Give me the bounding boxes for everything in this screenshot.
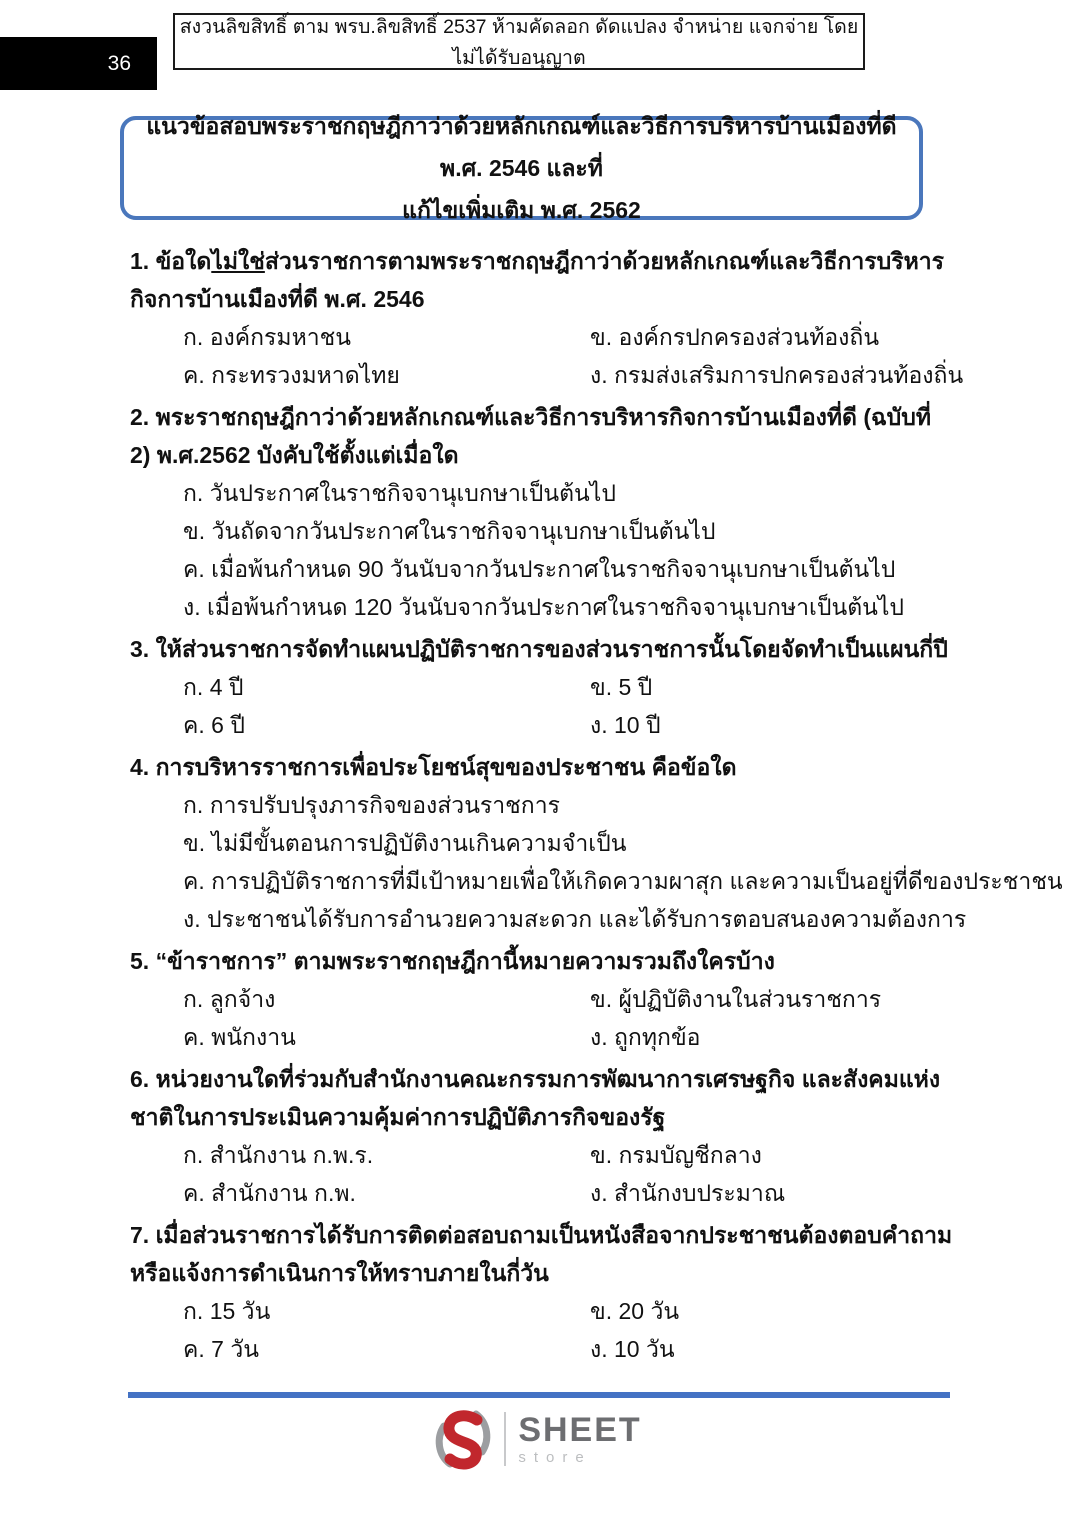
question-4 [130,748,1063,938]
question-6-text: 6. หน่วยงานใดที่ร่วมกับสำนักงานคณะกรรมการพัฒนาการเศรษฐกิจ และสังคมแห่งชาติในการประเมินความคุ้มค่าการปฏิบัติภารกิจของรัฐ [130,1066,941,1130]
stem-suffix: ส่วนราชการตามพระราชกฤษฎีกาว่าด้วยหลักเกณฑ์และวิธีการบริหารกิจการบ้านเมืองที่ดี พ.ศ. 2546 [130,248,945,312]
option-d: ง. สำนักงบประมาณ [590,1180,786,1206]
questions-area [130,238,1063,1368]
option-a: ก. 15 วัน [183,1298,271,1324]
option-b: ข. 5 ปี [590,674,653,700]
question-2-options [130,474,954,626]
option-b: ข. กรมบัญชีกลาง [590,1142,762,1168]
stem-underlined: ไม่ใช่ [211,248,265,274]
question-2 [130,398,954,626]
option-c: ค. 7 วัน [183,1336,259,1362]
footer-divider [128,1392,950,1398]
logo-s-icon [434,1408,492,1470]
option-d: ง. เมื่อพ้นกำหนด 120 วันนับจากวันประกาศในราชกิจจานุเบกษาเป็นต้นไป [183,594,905,620]
logo-title: SHEET [518,1410,642,1449]
logo-divider [504,1412,506,1466]
logo-text-block [518,1410,642,1466]
option-b: ข. วันถัดจากวันประกาศในราชกิจจานุเบกษาเป็นต้นไป [183,518,716,544]
question-5-text: 5. “ข้าราชการ” ตามพระราชกฤษฎีกานี้หมายความรวมถึงใครบ้าง [130,948,775,974]
option-d: ง. ประชาชนได้รับการอำนวยความสะดวก และได้รับการตอบสนองความต้องการ [183,906,967,932]
question-3 [130,630,954,744]
option-c: ค. สำนักงาน ก.พ. [183,1180,356,1206]
option-b: ข. ผู้ปฏิบัติงานในส่วนราชการ [590,986,882,1012]
question-1-options [130,318,964,394]
option-c: ค. การปฏิบัติราชการที่มีเป้าหมายเพื่อให้เกิดความผาสุก และความเป็นอยู่ที่ดีของประชาชน [183,868,1063,894]
option-b: ข. 20 วัน [590,1298,680,1324]
question-5 [130,942,954,1056]
question-1-text [130,242,954,318]
exam-title-line2: แก้ไขเพิ่มเติม พ.ศ. 2562 [402,197,641,223]
option-a: ก. สำนักงาน ก.พ.ร. [183,1142,374,1168]
exam-title-line1: แนวข้อสอบพระราชกฤษฎีกาว่าด้วยหลักเกณฑ์และวิธีการบริหารบ้านเมืองที่ดี พ.ศ. 2546 และที่ [146,113,897,181]
page-number-box [0,37,157,90]
option-c: ค. 6 ปี [183,712,245,738]
question-7-options [130,1292,954,1368]
stem-prefix: 1. ข้อใด [130,248,212,274]
page-number: 36 [107,51,131,75]
option-d: ง. 10 ปี [590,712,661,738]
question-7 [130,1216,954,1368]
question-4-text: 4. การบริหารราชการเพื่อประโยชน์สุขของประชาชน คือข้อใด [130,754,737,780]
option-a: ก. องค์กรมหาชน [183,324,351,350]
question-2-text: 2. พระราชกฤษฎีกาว่าด้วยหลักเกณฑ์และวิธีการบริหารกิจการบ้านเมืองที่ดี (ฉบับที่ 2) พ.ศ.2562 บังคับใช้ตั้งแต่เมื่อใด [130,404,932,468]
option-a: ก. 4 ปี [183,674,244,700]
option-d: ง. ถูกทุกข้อ [590,1024,701,1050]
question-5-options [130,980,954,1056]
question-3-options [130,668,954,744]
option-a: ก. วันประกาศในราชกิจจานุเบกษาเป็นต้นไป [183,480,616,506]
exam-title-box [120,113,923,223]
copyright-notice: สงวนลิขสิทธิ์ ตาม พรบ.ลิขสิทธิ์ 2537 ห้ามคัดลอก ดัดแปลง จำหน่าย แจกจ่าย โดยไม่ได้รับอนุญาต [179,15,859,69]
option-d: ง. 10 วัน [590,1336,675,1362]
option-c: ค. เมื่อพ้นกำหนด 90 วันนับจากวันประกาศในราชกิจจานุเบกษาเป็นต้นไป [183,556,896,582]
option-d: ง. กรมส่งเสริมการปกครองส่วนท้องถิ่น [590,362,964,388]
question-3-text: 3. ให้ส่วนราชการจัดทำแผนปฏิบัติราชการของส่วนราชการนั้นโดยจัดทำเป็นแผนกี่ปี [130,636,948,662]
question-6-options [130,1136,954,1212]
option-a: ก. การปรับปรุงภารกิจของส่วนราชการ [183,792,560,818]
question-1 [130,242,964,394]
option-b: ข. ไม่มีขั้นตอนการปฏิบัติงานเกินความจำเป็น [183,830,627,856]
option-b: ข. องค์กรปกครองส่วนท้องถิ่น [590,324,880,350]
copyright-notice-box [173,13,865,70]
option-c: ค. กระทรวงมหาดไทย [183,362,400,388]
option-a: ก. ลูกจ้าง [183,986,276,1012]
logo-subtitle: store [518,1448,592,1466]
question-7-text: 7. เมื่อส่วนราชการได้รับการติดต่อสอบถามเป็นหนังสือจากประชาชนต้องตอบคำถามหรือแจ้งการดำเนินการให้ทราบภายในกี่วัน [130,1222,953,1286]
question-4-options [130,786,1063,938]
option-c: ค. พนักงาน [183,1024,296,1050]
question-6 [130,1060,954,1212]
sheet-store-logo [0,1408,1076,1470]
